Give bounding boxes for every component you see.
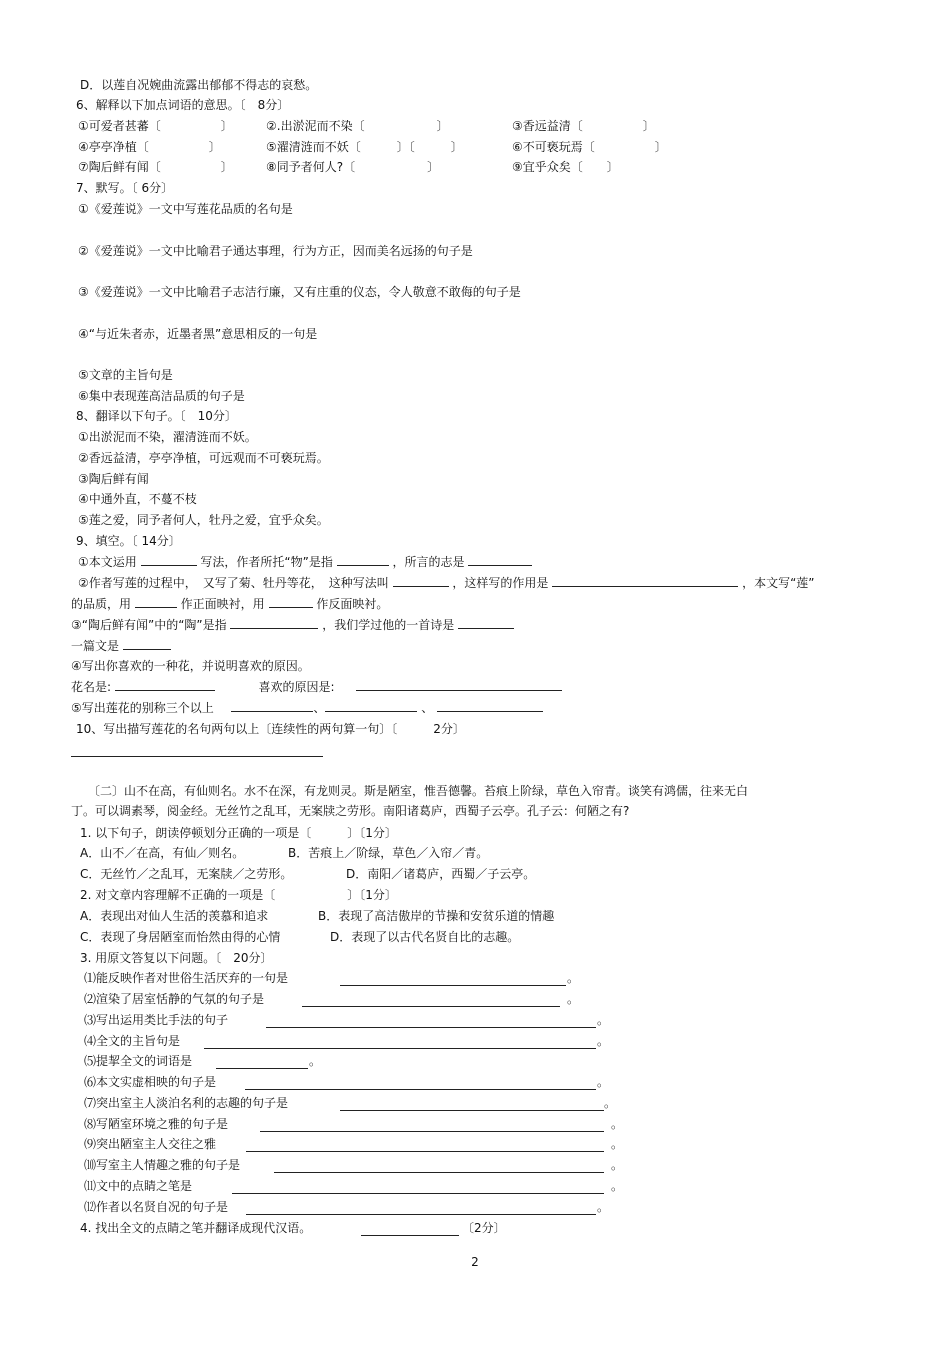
q7-item-3: ③《爱莲说》一文中比喻君子志洁行廉，又有庄重的仪态，令人敬意不敢侮的句子是 [78, 285, 521, 299]
q7-item-1: ①《爱莲说》一文中写莲花品质的名句是 [78, 202, 293, 216]
s3-item-11: ⑾文中的点睛之笔是 [84, 1179, 193, 1193]
q6-item-7: ⑦陶后鲜有闻〔 〕 [78, 160, 233, 174]
page-number: 2 [471, 1255, 479, 1269]
s3-item-5: ⑸提挈全文的词语是 [84, 1054, 193, 1068]
reason-blank[interactable] [356, 679, 562, 691]
passage-line-1: 〔二〕山不在高，有仙则名。水不在深，有龙则灵。斯是陋室，惟吾德馨。苔痕上阶绿，草色入帘青。谈笑有鸿儒，往来无白 [88, 784, 749, 798]
q8-item-2: ②香远益清，亭亭净植，可远观而不可亵玩焉。 [78, 451, 329, 465]
answer-blank[interactable] [266, 1016, 596, 1028]
s4-score: 〔2分〕 [462, 1221, 506, 1235]
q7-item-4: ④“与近朱者赤，近墨者黑”意思相反的一句是 [78, 327, 318, 341]
q9-line-5: 一篇文是 [71, 638, 171, 654]
answer-blank[interactable] [216, 1057, 308, 1069]
q9-line-6: ④写出你喜欢的一种花，并说明喜欢的原因。 [71, 659, 310, 673]
answer-blank[interactable] [340, 1099, 604, 1111]
answer-blank[interactable] [468, 554, 532, 566]
answer-blank[interactable] [552, 575, 738, 587]
answer-blank[interactable] [393, 575, 449, 587]
answer-blank[interactable] [337, 554, 389, 566]
answer-blank[interactable] [246, 1203, 596, 1215]
s3-item-7: ⑺突出室主人淡泊名利的志趣的句子是 [84, 1096, 289, 1110]
q7-item-2: ②《爱莲说》一文中比喻君子通达事理，行为方正，因而美名远扬的句子是 [78, 244, 473, 258]
s3-item-10: ⑽写室主人情趣之雅的句子是 [84, 1158, 241, 1172]
s2-option-d[interactable]: D．表现了以古代名贤自比的志趣。 [330, 930, 520, 944]
s4-title: 4. 找出全文的点睛之笔并翻译成现代汉语。 [80, 1221, 312, 1235]
q6-item-3: ③香远益清〔 〕 [512, 119, 655, 133]
answer-blank[interactable] [340, 974, 566, 986]
answer-blank[interactable] [260, 1120, 604, 1132]
answer-blank[interactable] [141, 554, 197, 566]
s3-item-1: ⑴能反映作者对世俗生活厌弃的一句是 [84, 971, 289, 985]
s3-item-6: ⑹本文实虚相映的句子是 [84, 1075, 217, 1089]
answer-line[interactable] [71, 756, 323, 757]
q9-title: 9、填空。〔 14分〕 [76, 534, 181, 548]
answer-blank[interactable] [245, 1078, 596, 1090]
answer-blank[interactable] [123, 638, 171, 650]
q5-option-d: D．以莲自况婉曲流露出郁郁不得志的哀愁。 [80, 78, 318, 92]
s3-item-8: ⑻写陋室环境之雅的句子是 [84, 1117, 229, 1131]
answer-blank[interactable] [458, 617, 514, 629]
q6-item-8: ⑧同予者何人?〔 〕 [266, 160, 440, 174]
q6-item-5: ⑤濯清涟而不妖〔 〕〔 〕 [266, 140, 463, 154]
q6-item-6: ⑥不可亵玩焉〔 〕 [512, 140, 667, 154]
s1-option-a[interactable]: A．山不／在高，有仙／则名。 [80, 846, 245, 860]
answer-blank[interactable] [232, 1182, 604, 1194]
s2-option-b[interactable]: B．表现了高洁傲岸的节操和安贫乐道的情趣 [318, 909, 555, 923]
answer-blank[interactable] [269, 596, 313, 608]
s1-option-b[interactable]: B．苦痕上／阶绿，草色／入帘／青。 [288, 846, 489, 860]
s2-title: 2. 对文章内容理解不正确的一项是〔 〕〔1分〕 [80, 888, 397, 902]
s1-option-d[interactable]: D．南阳／诸葛庐，西蜀／子云亭。 [346, 867, 536, 881]
answer-blank[interactable] [204, 1037, 596, 1049]
q7-title: 7、默写。〔 6分〕 [76, 181, 174, 195]
q8-item-4: ④中通外直，不蔓不枝 [78, 492, 197, 506]
s1-option-c[interactable]: C．无丝竹／之乱耳，无案牍／之劳形。 [80, 867, 293, 881]
q8-title: 8、翻译以下句子。〔 10分〕 [76, 409, 237, 423]
q9-line-1: ①本文运用 写法，作者所托“物”是指 ，所言的志是 [78, 554, 532, 570]
flower-name-blank[interactable] [115, 679, 215, 691]
q6-item-4: ④亭亭净植〔 〕 [78, 140, 221, 154]
q7-item-5: ⑤文章的主旨句是 [78, 368, 173, 382]
q9-line-8: ⑤写出莲花的别称三个以上 、 、 [71, 700, 543, 716]
answer-blank[interactable] [246, 1140, 604, 1152]
answer-blank[interactable] [230, 617, 318, 629]
q8-item-5: ⑤莲之爱，同予者何人，牡丹之爱，宜乎众矣。 [78, 513, 329, 527]
q6-item-2: ②.出淤泥而不染〔 〕 [266, 119, 449, 133]
s3-item-4: ⑷全文的主旨句是 [84, 1034, 181, 1048]
s3-item-9: ⑼突出陋室主人交往之雅 [84, 1137, 217, 1151]
answer-blank[interactable] [274, 1161, 604, 1173]
q6-title: 6、解释以下加点词语的意思。〔 8分〕 [76, 98, 290, 112]
q8-item-1: ①出淤泥而不染，濯清涟而不妖。 [78, 430, 257, 444]
q9-line-4: ③“陶后鲜有闻”中的“陶”是指 ，我们学过他的一首诗是 [71, 617, 514, 633]
s2-option-a[interactable]: A．表现出对仙人生活的羡慕和追求 [80, 909, 269, 923]
q9-line-2: ②作者写莲的过程中， 又写了菊、牡丹等花， 这种写法叫 ，这样写的作用是 ，本文写“莲” [78, 576, 815, 590]
answer-blank[interactable] [302, 995, 560, 1007]
q10-title: 10、写出描写莲花的名句两句以上〔连续性的两句算一句〕〔 2分〕 [76, 722, 465, 736]
q9-line-7: 花名是: 喜欢的原因是: [71, 679, 562, 695]
s2-option-c[interactable]: C．表现了身居陋室而怡然由得的心情 [80, 930, 281, 944]
answer-blank[interactable] [325, 700, 417, 712]
answer-blank[interactable] [361, 1224, 459, 1236]
q6-item-1: ①可爱者甚蕃〔 〕 [78, 119, 233, 133]
q8-item-3: ③陶后鲜有闻 [78, 472, 149, 486]
answer-blank[interactable] [135, 596, 177, 608]
q7-item-6: ⑥集中表现莲高洁品质的句子是 [78, 389, 245, 403]
answer-blank[interactable] [231, 700, 313, 712]
s3-title: 3. 用原文答复以下问题。〔 20分〕 [80, 951, 273, 965]
s3-item-3: ⑶写出运用类比手法的句子 [84, 1013, 229, 1027]
s3-item-12: ⑿作者以名贤自况的句子是 [84, 1200, 229, 1214]
s1-title: 1. 以下句子，朗读停顿划分正确的一项是〔 〕〔1分〕 [80, 826, 397, 840]
q9-line-3: 的品质，用 作正面映衬，用 作反面映衬。 [71, 597, 389, 611]
answer-blank[interactable] [437, 700, 543, 712]
q6-item-9: ⑨宜乎众矣〔 〕 [512, 160, 619, 174]
s3-item-2: ⑵渲染了居室恬静的气氛的句子是 [84, 992, 265, 1006]
passage-line-2: 丁。可以调素琴，阅金经。无丝竹之乱耳，无案牍之劳形。南阳诸葛庐，西蜀子云亭。孔子云：何陋之有? [71, 804, 630, 818]
